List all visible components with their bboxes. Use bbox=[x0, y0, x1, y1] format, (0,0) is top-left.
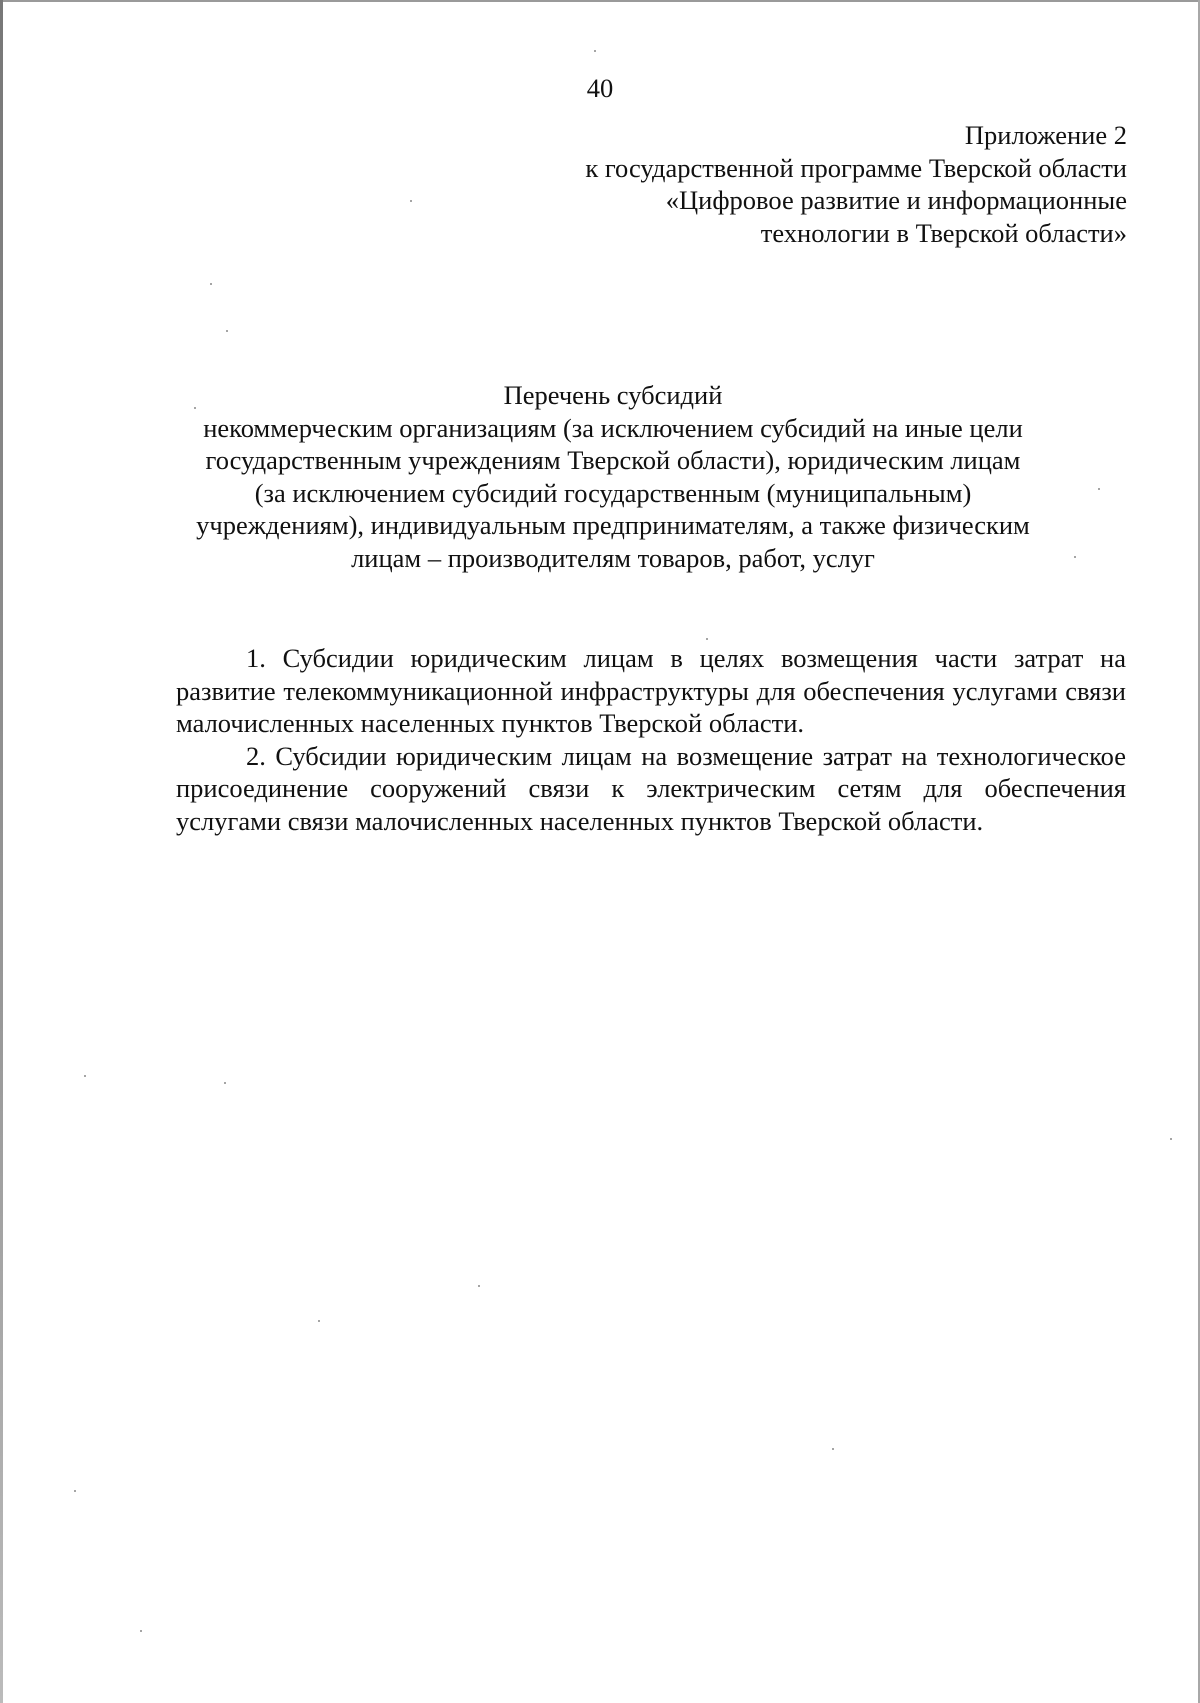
title-heading: Перечень субсидий bbox=[503, 380, 723, 410]
page-number: 40 bbox=[586, 73, 614, 103]
title-line: учреждениям), индивидуальным предпринимателям, а также физическим bbox=[196, 510, 1030, 540]
scan-speck bbox=[478, 1285, 480, 1287]
scan-speck bbox=[140, 1630, 142, 1632]
scan-speck bbox=[318, 1320, 320, 1322]
scan-speck bbox=[210, 283, 212, 285]
scan-speck bbox=[74, 1490, 76, 1492]
appendix-line: к государственной программе Тверской области bbox=[585, 152, 1127, 183]
scan-edge-top bbox=[0, 0, 1200, 2]
scan-speck bbox=[1074, 556, 1076, 558]
scan-edge-left bbox=[0, 0, 3, 1703]
subsidy-list bbox=[176, 642, 1126, 837]
subsidy-item: 1. Субсидии юридическим лицам в целях возмещения части затрат на развитие телекоммуникационной инфраструктуры для обеспечения услугами связи малочисленных населенных пунктов Тверской области. bbox=[176, 643, 1126, 738]
subsidy-item: 2. Субсидии юридическим лицам на возмещение затрат на технологическое присоединение сооружений связи к электрическим сетям для обеспечения услугами связи малочисленных населенных пунктов Тверской области. bbox=[176, 740, 1126, 836]
scan-speck bbox=[1098, 488, 1100, 490]
scan-speck bbox=[224, 1082, 226, 1084]
document-title bbox=[160, 379, 1066, 574]
scan-speck bbox=[1170, 1138, 1172, 1140]
scan-speck bbox=[84, 1075, 86, 1077]
appendix-line: технологии в Тверской области» bbox=[760, 217, 1127, 248]
title-line: некоммерческим организациям (за исключением субсидий на иные цели bbox=[203, 412, 1023, 443]
scan-speck bbox=[832, 1448, 834, 1450]
appendix-line: «Цифровое развитие и информационные bbox=[665, 185, 1127, 215]
scan-speck bbox=[226, 330, 228, 332]
scan-speck bbox=[410, 200, 412, 202]
title-line: (за исключением субсидий государственным (муниципальным) bbox=[254, 477, 972, 508]
scan-speck bbox=[594, 50, 596, 52]
title-line: лицам – производителям товаров, работ, услуг bbox=[351, 542, 875, 573]
title-line: государственным учреждениям Тверской области), юридическим лицам bbox=[205, 445, 1021, 475]
scan-speck bbox=[706, 638, 708, 640]
appendix-line: Приложение 2 bbox=[964, 120, 1127, 150]
appendix-reference bbox=[427, 119, 1127, 249]
